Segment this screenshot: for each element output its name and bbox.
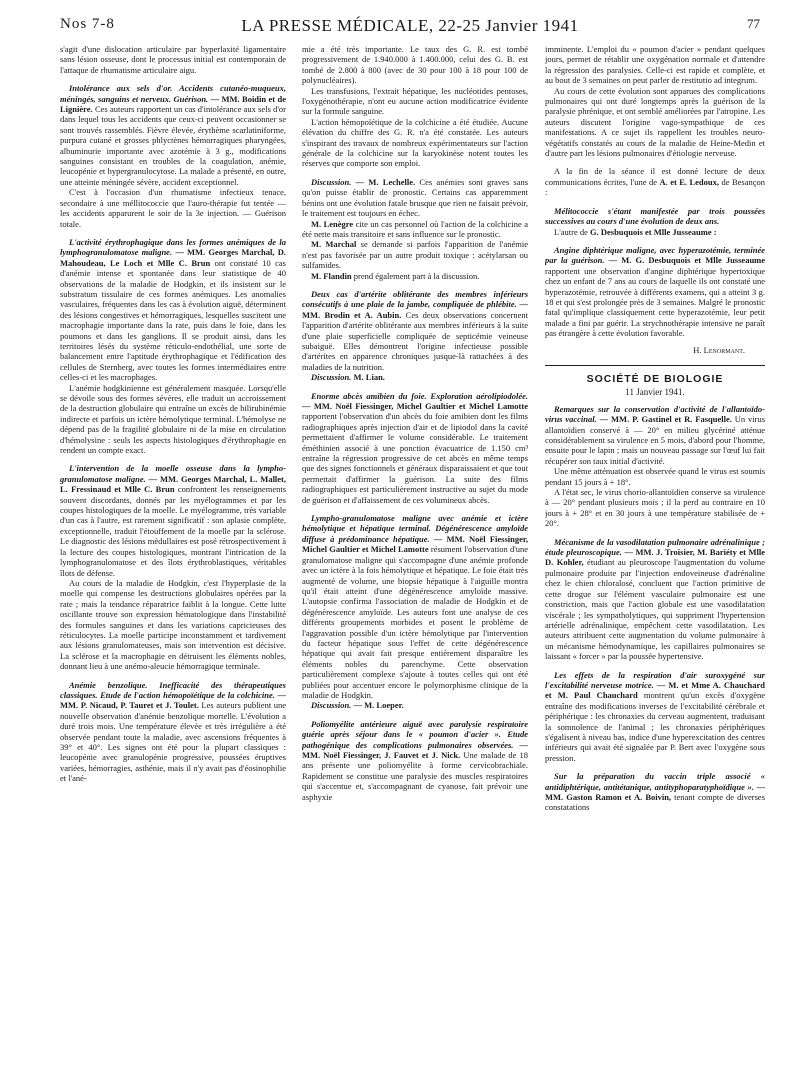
discussion-body: prend également part à la discussion.: [353, 270, 480, 281]
paragraph-text: A la fin de la séance il est donné lecture de deux communications écrites, l'une de: [545, 166, 765, 187]
article-authors: — MM. Brodin et A. Aubin.: [302, 299, 528, 320]
paragraph: mie a été très importante. Le taux des G. R. est tombé progressivement de 1.940.000 à 1.400.000, celui des G. B. est tombé de 2.800 à 800 (avec de 30 pour 100 à 18 pour 100 de polynucléaires).: [302, 44, 528, 86]
discussion-body: Ces anémies sont graves sans qu'on puisse établir de pronostic. Certains cas apparemment bénins ont une évolution fatale brusque que rien ne faisait prévoir, le traitement est toujours en échec.: [302, 176, 528, 219]
article-authors: — MM. Georges Marchal, D. Mahoudeau, Le Loch et Mlle C. Brun: [60, 247, 286, 268]
article-title: Mélitococcie s'étant manifestée par trois poussées successives au cours d'une évolution de deux ans.: [545, 205, 765, 227]
article-body: Une malade de 18 ans présente une poliomyélite à forme cervicobrachiale. Rapidement se constitue une paralysie des muscles respiratoires qui s'accentue et, s'accompagnant de cyanose, fait prévoir une asphyxie: [302, 750, 528, 802]
paragraph: L'anémie hodgkinienne est généralement masquée. Lorsqu'elle se dévoile sous des formes sévères, elle traduit un accroissement de la destruction globulaire qui entraîne un excès de bilirubinémie indirecte et parfois un ictère hémolytique terminal. L'hémolyse ne dépend pas de la fragilité globulaire ni de la mise en circulation d'hémolysine : seuls les aspects histologiques d'érythrophagie en rendent un compte exact.: [60, 382, 286, 456]
column-2: [302, 44, 528, 1074]
society-date: 11 Janvier 1941.: [625, 387, 685, 398]
article-vaccin: [545, 771, 765, 813]
discussion: [302, 372, 528, 382]
discussion-body: se demande si parfois l'apparition de l'anémie n'est pas favorisée par un autre produit toxique : acétylarsan ou sulfamides.: [302, 239, 528, 271]
paragraph: s'agit d'une dislocation articulaire par hyperlaxité ligamentaire sans lésion osseuse, dont le processus initial est contemporain de l'attaque de rhumatisme articulaire aigu.: [60, 44, 286, 75]
article-title: Sur la préparation du vaccin triple associé « antidiphtérique, antitétanique, antityphoparatyphoïdique ».: [545, 771, 765, 792]
article-title: L'activité érythrophagique dans les formes anémiques de la lymphogranulomatose maligne.: [60, 236, 286, 258]
article-suroxygene: [545, 670, 765, 764]
article-authors: — MM. J. Troisier, M. Bariéty et Mlle D. Kohler,: [545, 547, 765, 568]
paragraph: Une même atténuation est observée quand le virus est soumis pendant 15 jours à + 18°.: [545, 466, 765, 487]
discussion-label: Discussion.: [311, 700, 352, 711]
discussion-authors: M. Lenègre: [311, 218, 354, 229]
article-authors: — M. et Mme A. Chauchard et M. Paul Chauchard: [545, 679, 765, 701]
article-abces: [302, 391, 528, 505]
article-body: Ces deux observations concernent l'apparition d'artérite oblitérante aux membres inférieurs à la suite d'une plaie superficielle compliquée de septicémie veineuse subaiguë. Elles démontrent l'origine infectieuse possible d'artérites en apparence chroniques jusque-là rattachées à des maladies de la nutrition.: [302, 309, 528, 372]
paragraph: Au cours de la maladie de Hodgkin, c'est l'hyperplasie de la moelle qui compense les destructions globulaires opérées par la rate ; mais la tendance réparatrice faiblit à la longue. Cette lutte oscillante trouve son expression hématologique dans l'instabilité des formules sanguines et dans les variations capricieuses des réticulocytes. La moelle participe inconstamment et tardivement aux lésions granulomateuses, mais son intervention est décisive. La sclérose et la macrophagie en détruisent les éléments nobles, donnant lieu à une anémo-aleucie hémorragique terminale.: [60, 577, 286, 672]
paragraph: [545, 166, 765, 197]
article-authors: — MM. Boidin et de Lignière.: [60, 93, 286, 115]
paragraph: A l'état sec, le virus chorio-allantoïdien conserve sa virulence à — 20° pendant plusieurs mois ; il la perd au contraire en 10 jours à + 28° et en 30 jours à une température stabilisée de + 20°.: [545, 487, 765, 529]
article-authors: G. Desbuquois et Mlle Jusseaume :: [589, 226, 717, 237]
discussion-authors: — M. Loeper.: [353, 700, 404, 711]
article-authors: — MM. Gaston Ramon et A. Boivin,: [545, 781, 765, 802]
article-title: Deux cas d'artérite oblitérante des membres inférieurs consécutifs à une plaie de la jambe, compliquée de phlébite.: [302, 288, 528, 310]
discussion-authors: — M. Lechelle.: [355, 176, 416, 187]
article-title: Mécanisme de la vasodilatation pulmonaire adrénalinique ; étude pleuroscopique.: [545, 536, 765, 558]
article-body: rapportent une observation d'angine diphtérique hypertoxique chez un enfant de 7 ans au cours de laquelle ils ont constaté une hyperazotémie, retrouvée à différents examens, qui a atteint 3 g. 18 et qui s'est prolongée près de 3 semaines. Malgré le pronostic fatal qu'implique classiquement cette hyperazotémie, leur petit malade a fini par guérir. La strychnothérapie intensive ne paraît pas étrangère à cette évolution favorable.: [545, 265, 765, 339]
article-arterite: [302, 289, 528, 372]
paragraph: C'est à l'occasion d'un rhumatisme infectieux tenace, secondaire à une méllitococcie que l'auro-thérapie fut tentée — les accidents apparurent le soir de la 3e injection. — Guérison totale.: [60, 187, 286, 229]
article-title: Intolérance aux sels d'or. Accidents cutanéo-muqueux, méningés, sanguins et nerveux. Guérison.: [60, 83, 286, 104]
column-3: [545, 44, 765, 1074]
article-title: Angine diphtérique maligne, avec hyperazotémie, terminée par la guérison.: [545, 244, 765, 266]
discussion-authors: M. Flandin: [311, 270, 352, 281]
discussion: [302, 177, 528, 219]
article-vasodilatation: [545, 537, 765, 662]
article-authors: — MM. Georges Marchal, L. Mallet, L. Fressinaud et Mlle C. Brun: [60, 473, 286, 495]
paragraph: [545, 227, 765, 237]
article-authors: — MM. Noël Fiessinger, Michel Gaultier et Michel Lamotte: [302, 401, 528, 411]
page-number: 77: [747, 16, 760, 31]
article-body: confrontent les renseignements souvent discordants, donnés par les myélogrammes et par les coupes histologiques de la moelle. Le myélogramme, très variable d'un cas à l'autre, est rarement significatif : son aplasie complète, exceptionnelle, traduit l'étouffement de la moelle par la sclérose. Le diagnostic des lésions médullaires est posé rétrospectivement à la lecture des coupes histologiques, montrant l'intrication de la lymphogranulomatose et des îlots érythroblastiques, véritables îlots de défense.: [60, 484, 286, 578]
article-intolerance: [60, 83, 286, 187]
column-1: [60, 44, 286, 1074]
article-lympho-granulomatose: [302, 513, 528, 700]
discussion-label: Discussion.: [311, 372, 352, 383]
article-body: Les auteurs publient une nouvelle observation d'anémie benzolique mortelle. L'évolution a duré trois mois. Une température élevée et très irrégulière a été observée pendant toute la maladie, avec ascensions fréquentes à 39° et 40°. Les signes ont été pour la plupart classiques : leucopénie avec granulopénie progressive, poussées éruptives variées, hémorragies, asthénie, mais il n'y avait pas d'éosinophilie et l'ané-: [60, 700, 286, 784]
article-melitococcie: [545, 206, 765, 227]
article-authors: — MM. Noël Fiessinger, J. Fauvet et J. Nick.: [302, 739, 528, 760]
discussion-authors: M. Lian.: [353, 372, 385, 383]
paragraph-text: de Besançon :: [545, 176, 765, 198]
article-body: étudiant au pleuroscope l'augmentation du volume pulmonaire produite par l'injection endoveineuse d'adrénaline chez le chien chloralosé, concluent que l'action primitive de cette drogue sur l'élément vasculaire pulmonaire est une constriction, mais que l'action globale est une vasodilatation viscérale ; les sympatholytiques, qui suppriment l'hypertension artérielle adrénalinique, empêchent cette vasodilatation. Les auteurs attribuent cette augmentation du volume pulmonaire à un mécanisme hémodynamique, les capillaires pulmonaires se laissant « forcer » par la poussée hypertensive.: [545, 557, 765, 662]
article-authors: — MM. Noël Fiessinger, Michel Gaultier et Michel Lamotte: [302, 533, 528, 555]
discussion: [302, 219, 528, 240]
article-title: L'intervention de la moelle osseuse dans la lympho-granulomatose maligne.: [60, 463, 286, 484]
article-body: tenant compte de diverses constatations: [545, 792, 765, 813]
article-moelle: [60, 463, 286, 577]
article-authors: — MM. P. Gastinel et R. Fasquelle.: [599, 414, 732, 425]
journal-title: LA PRESSE MÉDICALE, 22-25 Janvier 1941: [241, 16, 579, 35]
article-benzolique: [60, 680, 286, 784]
paragraph-authors: A. et E. Ledoux,: [659, 176, 720, 187]
issue-number: Nos 7-8: [60, 16, 115, 32]
discussion: [302, 271, 528, 281]
article-title: Lympho-granulomatose maligne avec anémie et ictère hémolytique et hépatique terminal. Dégénérescence amyloïde diffuse à prédominance hépatique.: [302, 513, 528, 544]
article-title: Enorme abcès amibien du foie. Exploration aérolipiodolée.: [311, 390, 528, 401]
discussion-label: Discussion.: [311, 176, 352, 187]
article-angine: [545, 245, 765, 339]
article-poliomyelite: [302, 719, 528, 802]
article-title: Poliomyélite antérieure aiguë avec paralysie respiratoire guérie après séjour dans le « poumon d'acier ». Etude pathogénique des complications pulmonaires observées.: [302, 718, 528, 750]
article-allantoido: [545, 404, 765, 466]
paragraph: L'action hémopoïétique de la colchicine a été étudiée. Aucune élévation du chiffre des G. R. n'a été constatée. Les auteurs s'inspirant des travaux de nombreux expérimentateurs sur l'action générale de la colchicine sur la karyokinèse notent toutes les réserves que comporte son emploi.: [302, 116, 528, 169]
section-divider: [545, 365, 765, 366]
article-authors: — MM. P. Nicaud, P. Tauret et J. Toulet.: [60, 689, 286, 711]
discussion: [302, 239, 528, 270]
article-body: résument l'observation d'une granulomatose maligne qui s'accompagne d'une anémie profonde avec un ictère à la fois hémolytique et hépatique. Le foie était très augmenté de volume, une biopsie hépatique à l'aiguille montra qu'il était atteint d'une dégénérescence amyloïde massive. L'autopsie confirma l'association de maladie de Hodgkin et de dégénérescence amyloïde. Les auteurs font une analyse de ces différents groupements morbides et posent le problème de l'aggravation possible d'un ictère hémolytique par l'intervention du facteur hépatique sous l'effet de cette dégénérescence hépatique qui avait fait presque entièrement disparaître les éléments nobles du parenchyme. Cette observation particulièrement complexe s'ajoute à toutes celles qui ont été publiées pour accentuer encore le polymorphisme clinique de la maladie de Hodgkin.: [302, 544, 528, 700]
paragraph: Au cours de cette évolution sont apparues des complications pulmonaires qui ont duré longtemps après la guérison de la paralysie phrénique, et ont semblé améliorées par l'atropine. Les auteurs discutent l'origine vago-sympathique de ces manifestations. A ce sujet ils rappellent les troubles neuro-végétatifs constatés au cours de la maladie de Heine-Medin et d'autre part les lésions pulmonaires d'étiologie nerveuse.: [545, 85, 765, 159]
article-title: Les effets de la respiration d'air suroxygéné sur l'excitabilité nerveuse motrice.: [545, 669, 765, 690]
article-erythrophagique: [60, 237, 286, 383]
article-body: rapportent l'observation d'un abcès du foie amibien dont les films radiographiques après injection d'air et de lipiodol dans la cavité permettaient d'affirmer le volume considérable. Le traitement éméthinien associé à une ponction évacuatrice de 1.150 cm³ entraîne la régression progressive de cet abcès en même temps que des signes fonctionnels et généraux disparaissaient et que tout permettait d'affirmer la guérison. La suite des films radiographiques est particulièrement instructive au sujet du mode de guérison et d'affaissement de ces volumineux abcès.: [302, 411, 528, 505]
article-authors: — M. G. Desbuquois et Mlle Jusseaume: [608, 255, 765, 266]
masthead: [60, 16, 760, 38]
paragraph: Les transfusions, l'extrait hépatique, les nucléotides pentoses, l'oxygénothérapie, n'ont eu aucune action modificatrice évidente sur la formule sanguine.: [302, 85, 528, 117]
society-heading: SOCIÉTÉ DE BIOLOGIE: [586, 372, 724, 385]
discussion-body: cite un cas personnel où l'action de la colchicine a été nette mais transitoire et sans influence sur le pronostic.: [302, 218, 528, 239]
paragraph-text: L'autre de: [554, 226, 588, 237]
signature: H. Lenormant.: [693, 344, 745, 355]
article-body: Ces auteurs rapportent un cas d'intolérance aux sels d'or dans lequel tous les accidents que ceux-ci peuvent occasionner se sont trouvés rassemblés. Fièvre élevée, érythème scarlatiniforme, purpura cutané et grosses phlyctènes hémorragiques pharyngées, albuminurie importante avec azotémie à 3 g., modifications sanguines consistant en troubles de la coagulation, anémie, leucopénie et hypergranulocytose. La malade a présenté, en outre, une atteinte méningée sévère, accident exceptionnel.: [60, 104, 286, 187]
article-body: montrent qu'un excès d'oxygène entraîne des modifications inverses de l'excitabilité cérébrale et périphérique : les chronaxies du cerveau augmentent, traduisant la somnolence de l'animal ; les chronaxies périphériques s'égalisent à niveau bas, indice d'une hyperexcitation des centres inférieurs qui avait été signalée par P. Bert avec l'oxygène sous pression.: [545, 690, 765, 763]
discussion: [302, 700, 528, 710]
article-title: Anémie benzolique. Inefficacité des thérapeutiques classiques. Etude de l'action hémopoïétique de la colchicine.: [60, 679, 286, 700]
article-title: Remarques sur la conservation d'activité de l'allantoïdo-virus vaccinal.: [545, 403, 765, 425]
article-body: Un virus allantoïdien conservé à — 20° en milieu glycériné atténue considérablement sa virulence en 5 mois, d'abord pour l'homme, ensuite pour le lapin ; mais un nouveau passage sur l'œuf lui fait récupérer son taux initial d'activité.: [545, 414, 765, 466]
discussion-authors: M. Marchal: [311, 239, 357, 250]
paragraph: imminente. L'emploi du « poumon d'acier » pendant quelques jours, permet de rétablir une oxygénation normale et d'attendre la régression des paralysies. Celle-ci est rapide et complète, et au bout de 3 semaines on peut parler de restitutio ad integrum.: [545, 44, 765, 86]
article-body: ont constaté 10 cas d'anémie intense et spontanée dans leur statistique de 40 observations de la maladie de Hodgkin, et ils insistent sur le substratum tissulaire de ces formes anémiques. Les anomalies vasculaires, fréquentes dans les cas à évolution aiguë, déterminent des lésions congestives et hémorragiques, lesquelles suscitent une macrophagie importante dans la rate, puis dans le foie, dans les poumons et dans les ganglions. Il se produit ainsi, dans les territoires lésés du système réticulo-endothélial, une sorte de balancement entre l'aptitude érythrophagique et l'édification des cellules de Sternberg, avec toutes les formes intermédiaires entre celles-ci et les macrophages.: [60, 257, 286, 383]
